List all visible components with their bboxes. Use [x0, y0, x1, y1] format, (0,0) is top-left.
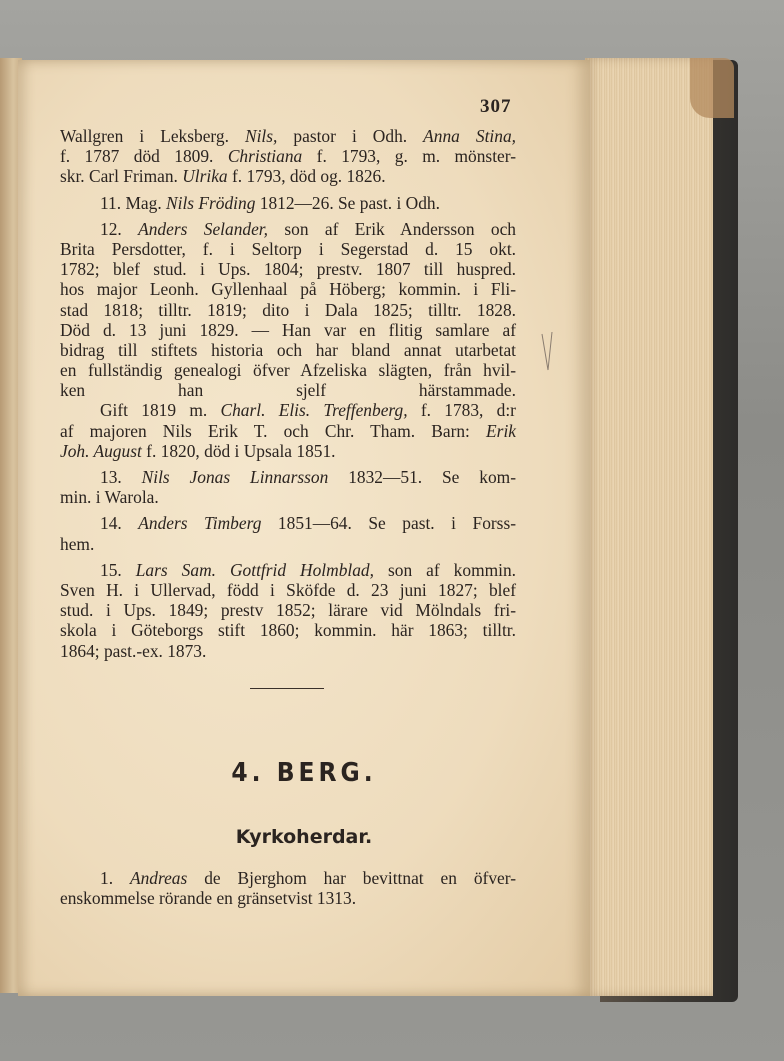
- text-line: hem.: [60, 533, 95, 554]
- text-line: 13. Nils Jonas Linnarsson 1832—51. Se kom-: [100, 467, 516, 487]
- text-line: 1782; blef stud. i Ups. 1804; prestv. 1807 till huspred.: [60, 259, 516, 280]
- text-line: 1. Andreas de Bjerghom har bevittnat en öfver-: [100, 868, 516, 888]
- text-line: Wallgren i Leksberg. Nils, pastor i Odh. Anna Stina,: [60, 126, 516, 146]
- page-block-edges: [585, 58, 713, 996]
- text-line: hos major Leonh. Gyllenhaal på Höberg; kommin. i Fli-: [60, 279, 516, 300]
- body-text: [60, 126, 516, 661]
- text-line: enskommelse rörande en gränsetvist 1313.: [60, 888, 357, 909]
- page-number: 307: [480, 96, 512, 117]
- worn-cover-corner: [690, 58, 734, 118]
- text-line: 1864; past.-ex. 1873.: [60, 640, 207, 661]
- text-line: stud. i Ups. 1849; prestv 1852; lärare vid Mölndals fri-: [60, 600, 516, 621]
- text-line: min. i Warola.: [60, 487, 159, 508]
- text-line: Brita Persdotter, f. i Seltorp i Segerstad d. 15 okt.: [60, 238, 516, 259]
- text-line: 11. Mag. Nils Fröding 1812—26. Se past. i Odh.: [100, 192, 440, 213]
- section-divider: [250, 688, 324, 689]
- text-line: Gift 1819 m. Charl. Elis. Treffenberg, f. 1783, d:r: [100, 400, 516, 421]
- text-line: bidrag till stiftets historia och har bland annat utarbetat: [60, 339, 516, 360]
- text-line: 12. Anders Selander, son af Erik Andersson och: [100, 218, 516, 239]
- section-heading: 4. BERG.: [231, 758, 377, 788]
- sub-heading: Kyrkoherdar.: [235, 826, 373, 848]
- text-line: Joh. August f. 1820, död i Upsala 1851.: [60, 440, 336, 461]
- text-line: 14. Anders Timberg 1851—64. Se past. i Forss-: [100, 513, 517, 534]
- text-line: 15. Lars Sam. Gottfrid Holmblad, son af kommin.: [100, 559, 517, 580]
- text-line: Sven H. i Ullervad, född i Sköfde d. 23 juni 1827; blef: [60, 579, 516, 600]
- text-line: stad 1818; tilltr. 1819; dito i Dala 1825; tilltr. 1828.: [60, 299, 516, 320]
- margin-pencil-mark: [540, 330, 554, 376]
- text-line: skola i Göteborgs stift 1860; kommin. här 1863; tilltr.: [60, 620, 516, 641]
- final-text: [60, 868, 516, 908]
- text-line: Död d. 13 juni 1829. — Han var en flitig samlare af: [60, 319, 516, 340]
- text-line: af majoren Nils Erik T. och Chr. Tham. Barn: Erik: [60, 420, 516, 441]
- text-line: ken han sjelf härstammade.: [60, 380, 516, 401]
- book-page: [18, 60, 590, 996]
- text-line: skr. Carl Friman. Ulrika f. 1793, död og. 1826.: [60, 166, 386, 187]
- text-line: f. 1787 död 1809. Christiana f. 1793, g. m. mönster-: [60, 146, 516, 167]
- text-line: en fullständig genealogi öfver Afzeliska slägten, från hvil-: [60, 360, 516, 381]
